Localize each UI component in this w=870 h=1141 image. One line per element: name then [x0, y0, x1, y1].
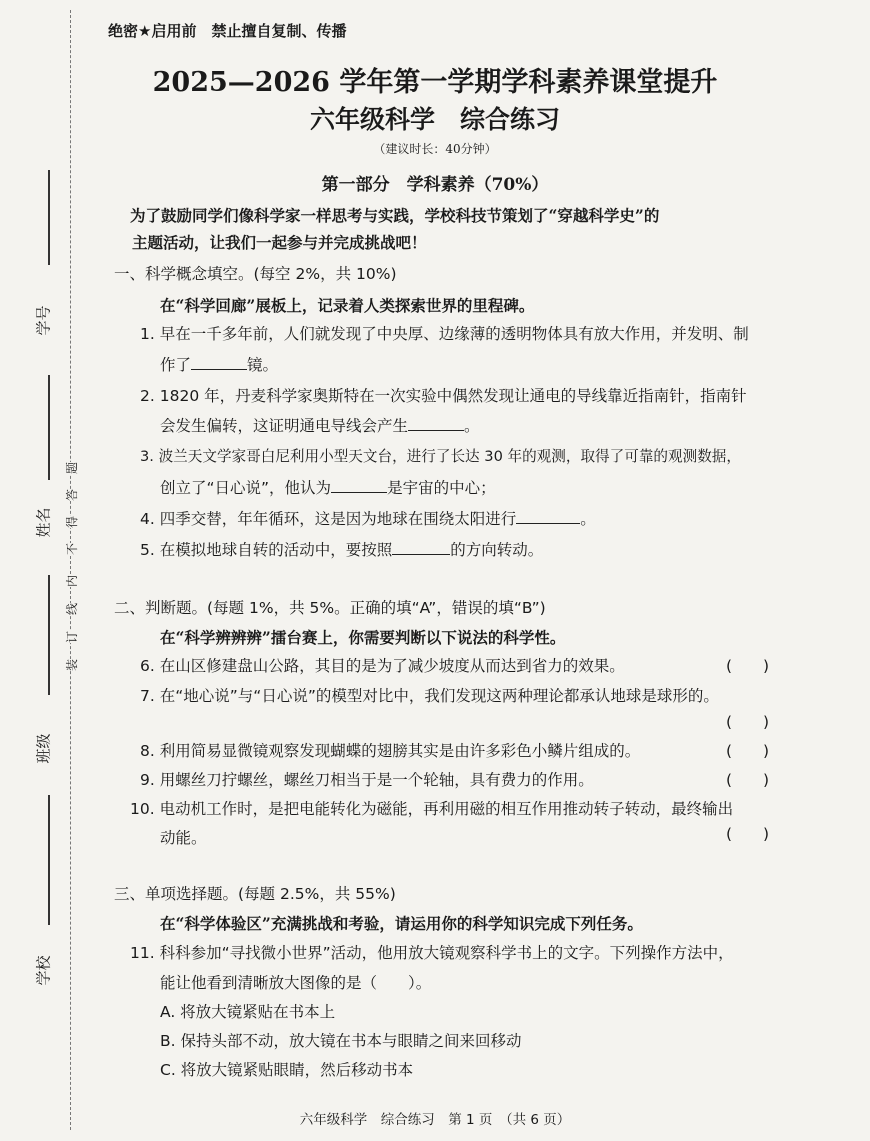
- part-heading: 第一部分 学科素养（70%）: [321, 175, 549, 195]
- section-1-heading: 一、科学概念填空。(每空 2%，共 10%): [114, 265, 397, 283]
- intro-line-1: 为了鼓励同学们像科学家一样思考与实践，学校科技节策划了“穿越科学史”的: [130, 206, 660, 225]
- question-3-cont: 创立了“日心说”，他认为 是宇宙的中心；: [160, 479, 496, 497]
- answer-paren[interactable]: ( ): [726, 742, 770, 760]
- question-4: 4. 四季交替，年年循环，这是因为地球在围绕太阳进行 。: [140, 510, 596, 528]
- question-1-cont: 作了 镜。: [160, 356, 279, 374]
- margin-notice-char: 订: [65, 630, 80, 644]
- answer-blank[interactable]: [331, 478, 387, 493]
- margin-notice-char: 线: [65, 602, 80, 616]
- exam-subtitle: 六年级科学 综合练习: [309, 105, 560, 134]
- section-3-scene: 在“科学体验区”充满挑战和考验，请运用你的科学知识完成下列任务。: [160, 914, 643, 933]
- section-2-scene: 在“科学辨辨辨”擂台赛上，你需要判断以下说法的科学性。: [160, 628, 566, 647]
- question-3: 3. 波兰天文学家哥白尼利用小型天文台，进行了长达 30 年的观测，取得了可靠的观测数据，: [140, 448, 741, 465]
- question-7: 7. 在“地心说”与“日心说”的模型对比中，我们发现这两种理论都承认地球是球形的。: [140, 687, 719, 705]
- answer-paren[interactable]: ( ): [726, 713, 770, 731]
- duration-note: （建议时长：40分钟）: [373, 142, 497, 156]
- question-10: 10. 电动机工作时，是把电能转化为磁能，再利用磁的相互作用推动转子转动，最终输出: [130, 800, 734, 818]
- school-label: 学校: [34, 955, 53, 986]
- answer-paren[interactable]: ( ): [726, 825, 770, 843]
- answer-blank[interactable]: [408, 416, 464, 431]
- question-2-cont: 会发生偏转，这证明通电导线会产生 。: [160, 417, 480, 435]
- option-a: A. 将放大镜紧贴在书本上: [160, 1003, 336, 1021]
- question-2: 2. 1820 年，丹麦科学家奥斯特在一次实验中偶然发现让通电的导线靠近指南针，指南针: [140, 387, 747, 405]
- class-line: [48, 575, 50, 695]
- question-1: 1. 早在一千多年前，人们就发现了中央厚、边缘薄的透明物体具有放大作用，并发明、制: [140, 325, 749, 343]
- answer-paren[interactable]: ( ): [726, 657, 770, 675]
- question-6: 6. 在山区修建盘山公路，其目的是为了减少坡度从而达到省力的效果。: [140, 657, 625, 675]
- name-line: [48, 375, 50, 480]
- intro-line-2: 主题活动，让我们一起参与并完成挑战吧！: [132, 233, 427, 252]
- margin-notice-char: 答: [65, 488, 80, 502]
- question-10-cont: 动能。: [160, 829, 207, 847]
- margin-notice-char: 不: [65, 542, 80, 556]
- section-1-scene: 在“科学回廊”展板上，记录着人类探索世界的里程碑。: [160, 296, 535, 315]
- exam-title: 2025—2026 学年第一学期学科素养课堂提升: [152, 67, 718, 98]
- confidential-note: 绝密★启用前 禁止擅自复制、传播: [108, 22, 347, 40]
- answer-blank[interactable]: [392, 540, 450, 555]
- option-c: C. 将放大镜紧贴眼睛，然后移动书本: [160, 1061, 414, 1079]
- answer-blank[interactable]: [516, 509, 580, 524]
- margin-notice-char: 装: [65, 658, 80, 672]
- answer-paren[interactable]: ( ): [726, 771, 770, 789]
- answer-blank[interactable]: [191, 355, 247, 370]
- class-label: 班级: [34, 733, 53, 764]
- name-label: 姓名: [34, 507, 53, 538]
- school-line: [48, 795, 50, 925]
- margin-notice-char: 内: [65, 574, 80, 588]
- student-id-label: 学号: [34, 305, 53, 336]
- question-9: 9. 用螺丝刀拧螺丝，螺丝刀相当于是一个轮轴，具有费力的作用。: [140, 771, 594, 789]
- question-5: 5. 在模拟地球自转的活动中，要按照 的方向转动。: [140, 541, 544, 559]
- section-3-heading: 三、单项选择题。(每题 2.5%，共 55%): [114, 885, 396, 903]
- section-2-heading: 二、判断题。(每题 1%，共 5%。正确的填“A”，错误的填“B”): [114, 599, 546, 617]
- page-footer: 六年级科学 综合练习 第 1 页 （共 6 页）: [299, 1112, 571, 1128]
- margin-notice-char: 得: [65, 515, 80, 529]
- margin-notice-char: 题: [65, 461, 80, 475]
- question-11-cont: 能让他看到清晰放大图像的是（ ）。: [160, 974, 432, 992]
- option-b: B. 保持头部不动，放大镜在书本与眼睛之间来回移动: [160, 1032, 522, 1050]
- question-8: 8. 利用简易显微镜观察发现蝴蝶的翅膀其实是由许多彩色小鳞片组成的。: [140, 742, 641, 760]
- question-11: 11. 科科参加“寻找微小世界”活动，他用放大镜观察科学书上的文字。下列操作方法中，: [130, 944, 734, 962]
